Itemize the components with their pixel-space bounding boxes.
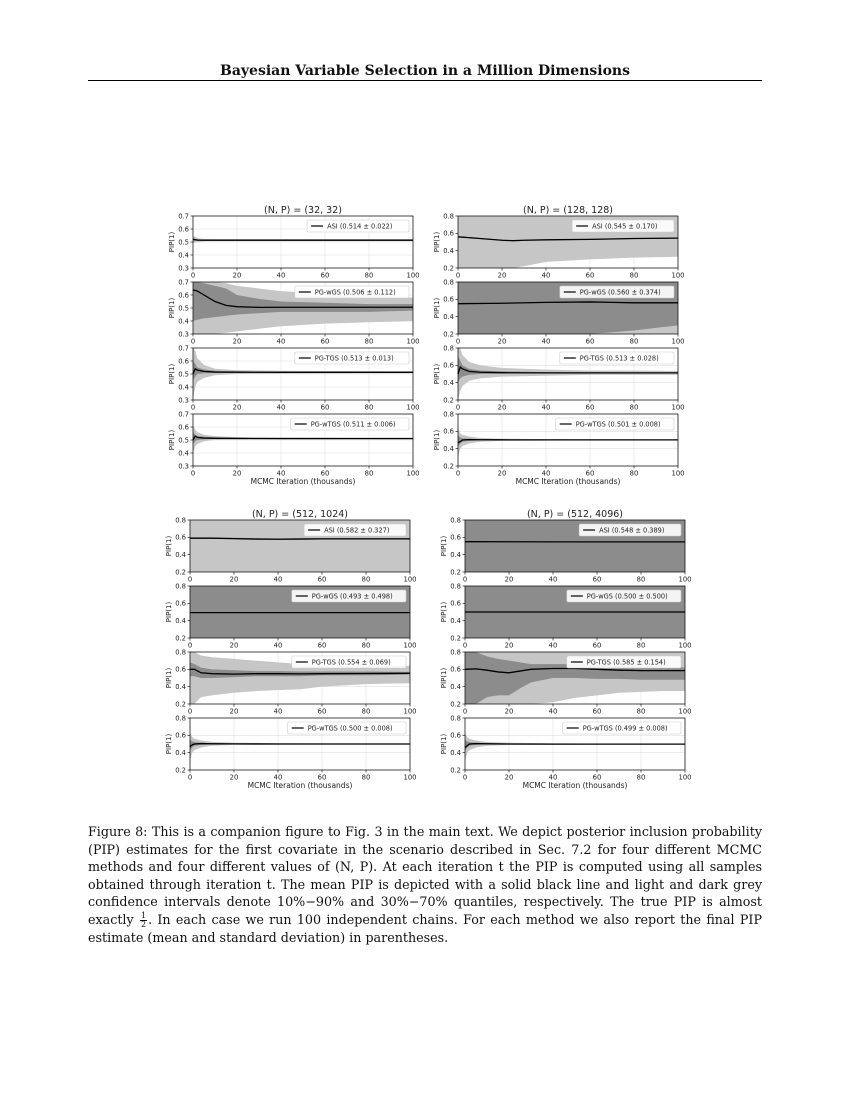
y-tick-label: 0.4: [443, 312, 454, 321]
x-axis-label: MCMC Iteration (thousands): [250, 477, 356, 486]
y-axis-label: PIP(1): [433, 297, 441, 319]
x-tick-label: 20: [497, 403, 507, 412]
y-tick-label: 0.2: [443, 396, 454, 405]
y-tick-label: 0.8: [450, 648, 461, 657]
y-tick-label: 0.6: [175, 599, 186, 608]
y-tick-label: 0.6: [175, 731, 186, 740]
x-tick-label: 40: [541, 403, 551, 412]
x-axis-label: MCMC Iteration (thousands): [515, 477, 621, 486]
x-tick-label: 80: [636, 641, 646, 650]
x-tick-label: 100: [403, 773, 417, 782]
x-tick-label: 40: [548, 707, 558, 716]
x-tick-label: 60: [317, 773, 327, 782]
y-tick-label: 0.7: [178, 278, 189, 287]
header-rule: [88, 80, 762, 81]
y-tick-label: 0.3: [178, 330, 189, 339]
y-axis-label: PIP(1): [165, 535, 173, 557]
x-tick-label: 0: [190, 403, 196, 412]
x-tick-label: 20: [497, 271, 507, 280]
y-tick-label: 0.6: [443, 295, 454, 304]
y-tick-label: 0.4: [175, 682, 186, 691]
y-tick-label: 0.8: [450, 582, 461, 591]
subplot-3: [165, 648, 416, 715]
subplot-1: [168, 212, 419, 279]
caption-fraction: [140, 912, 147, 929]
x-tick-label: 0: [190, 271, 196, 280]
x-tick-label: 60: [592, 641, 602, 650]
y-axis-label: PIP(1): [168, 231, 176, 253]
x-tick-label: 0: [462, 575, 468, 584]
x-tick-label: 40: [276, 337, 286, 346]
y-tick-label: 0.8: [175, 516, 186, 525]
y-tick-label: 0.4: [450, 616, 461, 625]
y-tick-label: 0.5: [178, 370, 189, 379]
x-tick-label: 40: [548, 773, 558, 782]
y-tick-label: 0.4: [450, 682, 461, 691]
y-tick-label: 0.6: [450, 665, 461, 674]
x-tick-label: 80: [364, 337, 374, 346]
x-tick-label: 80: [629, 337, 639, 346]
panel-512-1024: [165, 506, 420, 791]
y-tick-label: 0.5: [178, 436, 189, 445]
x-tick-label: 60: [317, 575, 327, 584]
y-tick-label: 0.6: [443, 427, 454, 436]
y-tick-label: 0.4: [175, 748, 186, 757]
x-tick-label: 60: [592, 575, 602, 584]
y-tick-label: 0.4: [443, 378, 454, 387]
x-tick-label: 20: [232, 403, 242, 412]
x-tick-label: 80: [636, 575, 646, 584]
x-tick-label: 40: [273, 707, 283, 716]
y-tick-label: 0.8: [175, 714, 186, 723]
y-tick-label: 0.6: [178, 225, 189, 234]
y-tick-label: 0.8: [443, 344, 454, 353]
figure-caption: [88, 823, 762, 947]
y-tick-label: 0.2: [443, 264, 454, 273]
caption-frac-denominator: 2: [140, 919, 147, 929]
x-tick-label: 80: [629, 469, 639, 478]
x-tick-label: 60: [592, 773, 602, 782]
y-axis-label: PIP(1): [440, 667, 448, 689]
x-tick-label: 60: [585, 337, 595, 346]
y-tick-label: 0.8: [175, 648, 186, 657]
x-tick-label: 0: [190, 337, 196, 346]
y-tick-label: 0.8: [443, 278, 454, 287]
y-tick-label: 0.6: [450, 599, 461, 608]
y-tick-label: 0.6: [178, 423, 189, 432]
x-tick-label: 0: [455, 271, 461, 280]
x-tick-label: 0: [190, 469, 196, 478]
chart-panel-128-128: [433, 202, 688, 487]
caption-text-end: . In each case we run 100 independent chains. For each method we also report the final PIP estimate (mean and standard deviation) in parentheses.: [88, 911, 762, 945]
chart-panel-512-1024: [165, 506, 420, 791]
x-tick-label: 100: [403, 575, 417, 584]
x-tick-label: 100: [406, 469, 420, 478]
subplot-1: [165, 516, 416, 583]
x-tick-label: 0: [462, 641, 468, 650]
x-tick-label: 40: [541, 337, 551, 346]
x-tick-label: 80: [361, 575, 371, 584]
subplot-2: [440, 582, 691, 649]
y-tick-label: 0.6: [175, 665, 186, 674]
x-tick-label: 40: [548, 641, 558, 650]
subplot-3: [440, 648, 691, 715]
y-axis-label: PIP(1): [433, 429, 441, 451]
x-tick-label: 100: [678, 641, 692, 650]
y-tick-label: 0.4: [450, 748, 461, 757]
x-tick-label: 100: [671, 469, 685, 478]
x-tick-label: 100: [403, 641, 417, 650]
x-tick-label: 80: [361, 707, 371, 716]
y-tick-label: 0.7: [178, 344, 189, 353]
caption-text-start: This is a companion figure to Fig. 3 in the main text. We depict posterior inclusion probability (PIP) estimates for the first covariate in the scenario described in Sec. 7.2 for four different MCMC methods and four different values of (N, P). At each iteration t the PIP is computed using all samples obtained through iteration t. The mean PIP is depicted with a solid black line and light and dark grey confidence intervals denote 10%−90% and 30%−70% quantiles, respectively. The true PIP is almost exactly: [88, 824, 762, 927]
x-tick-label: 20: [504, 641, 514, 650]
subplot-2: [165, 582, 416, 649]
y-tick-label: 0.4: [450, 550, 461, 559]
x-tick-label: 0: [462, 773, 468, 782]
y-tick-label: 0.4: [175, 616, 186, 625]
y-axis-label: PIP(1): [165, 733, 173, 755]
legend-label: ASI (0.545 ± 0.170): [592, 222, 658, 231]
x-tick-label: 100: [671, 403, 685, 412]
x-axis-label: MCMC Iteration (thousands): [247, 781, 353, 790]
x-tick-label: 0: [462, 707, 468, 716]
x-tick-label: 20: [232, 337, 242, 346]
x-tick-label: 0: [455, 469, 461, 478]
x-tick-label: 40: [276, 271, 286, 280]
y-tick-label: 0.7: [178, 212, 189, 221]
y-tick-label: 0.8: [443, 212, 454, 221]
x-tick-label: 40: [276, 469, 286, 478]
subplot-2: [433, 278, 684, 345]
y-axis-label: PIP(1): [433, 231, 441, 253]
x-tick-label: 100: [406, 271, 420, 280]
x-tick-label: 80: [361, 641, 371, 650]
x-tick-label: 100: [671, 337, 685, 346]
y-tick-label: 0.7: [178, 410, 189, 419]
x-tick-label: 0: [187, 641, 193, 650]
legend-label: PG-TGS (0.513 ± 0.028): [579, 354, 659, 363]
legend-label: PG-TGS (0.554 ± 0.069): [311, 658, 391, 667]
x-tick-label: 100: [678, 707, 692, 716]
x-tick-label: 100: [406, 337, 420, 346]
y-tick-label: 0.2: [175, 634, 186, 643]
subplot-4: [440, 714, 691, 781]
y-tick-label: 0.3: [178, 264, 189, 273]
x-tick-label: 60: [585, 469, 595, 478]
x-tick-label: 80: [364, 469, 374, 478]
subplot-4: [165, 714, 416, 781]
y-tick-label: 0.8: [175, 582, 186, 591]
x-tick-label: 40: [541, 271, 551, 280]
y-tick-label: 0.6: [450, 533, 461, 542]
y-axis-label: PIP(1): [440, 535, 448, 557]
subplot-1: [440, 516, 691, 583]
legend-label: ASI (0.548 ± 0.389): [599, 526, 665, 535]
x-tick-label: 60: [317, 641, 327, 650]
panel-128-128: [433, 202, 688, 487]
x-tick-label: 40: [541, 469, 551, 478]
legend-label: ASI (0.582 ± 0.327): [324, 526, 390, 535]
y-tick-label: 0.4: [443, 246, 454, 255]
y-tick-label: 0.2: [443, 462, 454, 471]
legend-label: PG-wTGS (0.511 ± 0.006): [310, 420, 396, 429]
page-header-title: Bayesian Variable Selection in a Million Dimensions: [220, 63, 630, 79]
y-tick-label: 0.2: [450, 766, 461, 775]
y-tick-label: 0.6: [175, 533, 186, 542]
y-tick-label: 0.2: [450, 700, 461, 709]
x-tick-label: 100: [678, 773, 692, 782]
panel-title: (N, P) = (32, 32): [264, 205, 342, 216]
x-tick-label: 80: [636, 773, 646, 782]
y-tick-label: 0.2: [443, 330, 454, 339]
x-tick-label: 40: [276, 403, 286, 412]
y-tick-label: 0.8: [443, 410, 454, 419]
x-tick-label: 0: [455, 337, 461, 346]
y-tick-label: 0.3: [178, 396, 189, 405]
legend-label: PG-wGS (0.560 ± 0.374): [579, 288, 661, 297]
x-tick-label: 20: [229, 707, 239, 716]
y-tick-label: 0.2: [175, 700, 186, 709]
x-tick-label: 60: [317, 707, 327, 716]
x-tick-label: 20: [229, 575, 239, 584]
y-tick-label: 0.5: [178, 238, 189, 247]
x-tick-label: 0: [187, 773, 193, 782]
x-tick-label: 80: [361, 773, 371, 782]
y-tick-label: 0.8: [450, 516, 461, 525]
y-axis-label: PIP(1): [168, 429, 176, 451]
x-tick-label: 0: [187, 575, 193, 584]
x-tick-label: 20: [504, 707, 514, 716]
x-tick-label: 80: [364, 403, 374, 412]
y-tick-label: 0.4: [178, 383, 189, 392]
chart-panel-512-4096: [440, 506, 695, 791]
caption-frac-numerator: 1: [140, 910, 147, 920]
x-tick-label: 80: [636, 707, 646, 716]
legend-label: PG-wGS (0.500 ± 0.500): [586, 592, 668, 601]
x-tick-label: 0: [187, 707, 193, 716]
y-axis-label: PIP(1): [440, 733, 448, 755]
y-tick-label: 0.6: [443, 229, 454, 238]
x-tick-label: 20: [504, 575, 514, 584]
y-tick-label: 0.4: [178, 449, 189, 458]
subplot-1: [433, 212, 684, 279]
y-axis-label: PIP(1): [165, 601, 173, 623]
y-tick-label: 0.6: [178, 357, 189, 366]
x-tick-label: 60: [320, 469, 330, 478]
x-tick-label: 20: [232, 469, 242, 478]
y-tick-label: 0.8: [450, 714, 461, 723]
legend-label: PG-TGS (0.513 ± 0.013): [314, 354, 394, 363]
subplot-3: [433, 344, 684, 411]
y-tick-label: 0.6: [450, 731, 461, 740]
x-tick-label: 100: [671, 271, 685, 280]
panel-512-4096: [440, 506, 695, 791]
caption-label: Figure 8:: [88, 824, 148, 839]
y-axis-label: PIP(1): [433, 363, 441, 385]
y-tick-label: 0.6: [443, 361, 454, 370]
y-tick-label: 0.4: [178, 317, 189, 326]
y-tick-label: 0.4: [178, 251, 189, 260]
panel-title: (N, P) = (512, 1024): [251, 509, 349, 520]
x-tick-label: 80: [629, 271, 639, 280]
y-tick-label: 0.6: [178, 291, 189, 300]
y-tick-label: 0.2: [175, 766, 186, 775]
subplot-3: [168, 344, 419, 411]
chart-panel-32-32: [168, 202, 423, 487]
x-tick-label: 60: [320, 337, 330, 346]
x-tick-label: 60: [592, 707, 602, 716]
x-tick-label: 40: [273, 575, 283, 584]
x-tick-label: 40: [273, 641, 283, 650]
panel-title: (N, P) = (512, 4096): [526, 509, 624, 520]
x-tick-label: 20: [497, 469, 507, 478]
legend-label: PG-wTGS (0.501 ± 0.008): [575, 420, 661, 429]
y-tick-label: 0.4: [175, 550, 186, 559]
legend-label: ASI (0.514 ± 0.022): [327, 222, 393, 231]
x-tick-label: 40: [548, 575, 558, 584]
y-tick-label: 0.3: [178, 462, 189, 471]
x-tick-label: 60: [585, 271, 595, 280]
x-tick-label: 60: [585, 403, 595, 412]
legend-label: PG-wGS (0.493 ± 0.498): [311, 592, 393, 601]
legend-label: PG-wTGS (0.499 ± 0.008): [582, 724, 668, 733]
x-tick-label: 80: [364, 271, 374, 280]
legend-label: PG-wGS (0.506 ± 0.112): [314, 288, 396, 297]
x-tick-label: 100: [678, 575, 692, 584]
x-tick-label: 20: [229, 641, 239, 650]
x-tick-label: 20: [232, 271, 242, 280]
y-axis-label: PIP(1): [168, 297, 176, 319]
x-tick-label: 20: [497, 337, 507, 346]
y-tick-label: 0.2: [450, 634, 461, 643]
subplot-4: [433, 410, 684, 477]
x-tick-label: 100: [406, 403, 420, 412]
x-tick-label: 100: [403, 707, 417, 716]
subplot-2: [168, 278, 419, 345]
x-tick-label: 60: [320, 271, 330, 280]
y-axis-label: PIP(1): [440, 601, 448, 623]
y-axis-label: PIP(1): [165, 667, 173, 689]
x-tick-label: 20: [229, 773, 239, 782]
x-tick-label: 40: [273, 773, 283, 782]
y-tick-label: 0.4: [443, 444, 454, 453]
panel-title: (N, P) = (128, 128): [522, 205, 614, 216]
x-tick-label: 80: [629, 403, 639, 412]
subplot-4: [168, 410, 419, 477]
x-tick-label: 20: [504, 773, 514, 782]
y-axis-label: PIP(1): [168, 363, 176, 385]
x-tick-label: 0: [455, 403, 461, 412]
y-tick-label: 0.5: [178, 304, 189, 313]
legend-label: PG-wTGS (0.500 ± 0.008): [307, 724, 393, 733]
x-tick-label: 60: [320, 403, 330, 412]
y-tick-label: 0.2: [175, 568, 186, 577]
legend-label: PG-TGS (0.585 ± 0.154): [586, 658, 666, 667]
x-axis-label: MCMC Iteration (thousands): [522, 781, 628, 790]
y-tick-label: 0.2: [450, 568, 461, 577]
panel-32-32: [168, 202, 423, 487]
